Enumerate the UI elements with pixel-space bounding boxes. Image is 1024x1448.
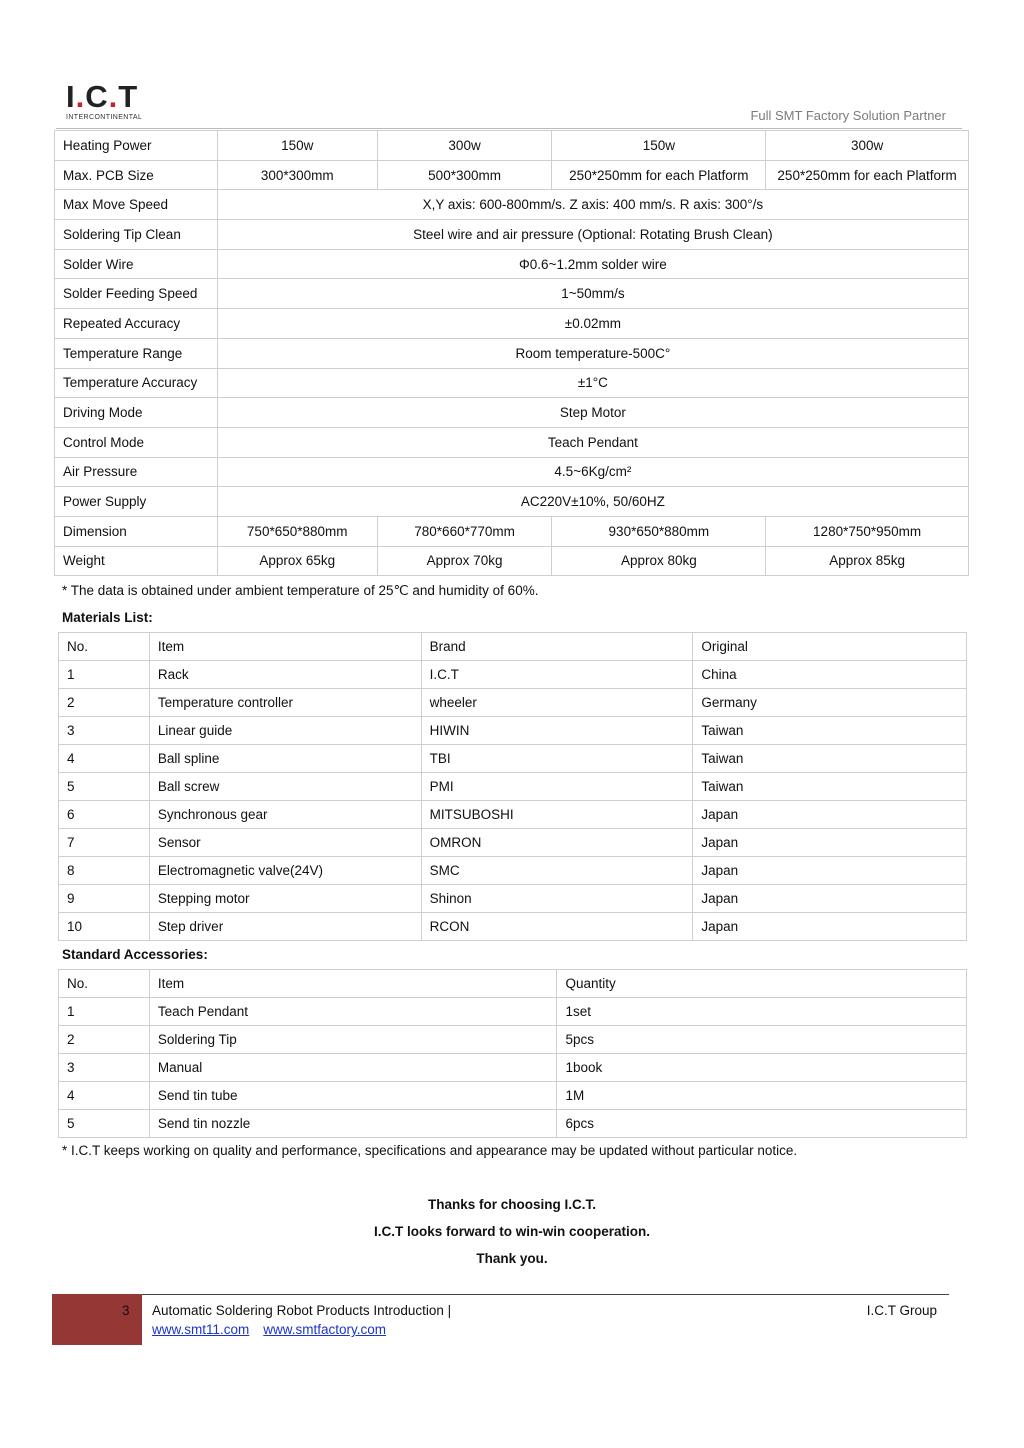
footer-title: Automatic Soldering Robot Products Introduction | <box>152 1303 452 1318</box>
spec-value: 300w <box>766 131 969 161</box>
table-row <box>59 1026 967 1054</box>
spec-value: 300*300mm <box>217 160 377 190</box>
spec-label: Solder Feeding Speed <box>55 279 218 309</box>
table-row <box>59 745 967 773</box>
table-row <box>59 1082 967 1110</box>
spec-label: Repeated Accuracy <box>55 309 218 339</box>
table-row <box>59 661 967 689</box>
header-divider <box>56 128 962 129</box>
table-cell: Linear guide <box>149 717 421 745</box>
spec-value: 1280*750*950mm <box>766 516 969 546</box>
table-cell: Ball spline <box>149 745 421 773</box>
table-cell: Ball screw <box>149 773 421 801</box>
spec-value: 4.5~6Kg/cm² <box>217 457 968 487</box>
table-cell: 8 <box>59 857 150 885</box>
spec-value: 1~50mm/s <box>217 279 968 309</box>
spec-label: Weight <box>55 546 218 576</box>
spec-row <box>55 398 969 428</box>
spec-row <box>55 516 969 546</box>
footer-accent-block <box>52 1294 142 1345</box>
column-header: Brand <box>421 633 693 661</box>
table-cell: 6 <box>59 801 150 829</box>
table-cell: 4 <box>59 1082 150 1110</box>
table-cell: SMC <box>421 857 693 885</box>
spec-value: Approx 70kg <box>377 546 552 576</box>
spec-value: 300w <box>377 131 552 161</box>
spec-value: ±1°C <box>217 368 968 398</box>
spec-value: 930*650*880mm <box>552 516 766 546</box>
footer-links <box>152 1322 400 1337</box>
table-cell: 6pcs <box>557 1110 967 1138</box>
spec-value: 250*250mm for each Platform <box>766 160 969 190</box>
footer-link-smtfactory[interactable]: www.smtfactory.com <box>263 1322 387 1337</box>
table-cell: Taiwan <box>693 717 967 745</box>
spec-value: Φ0.6~1.2mm solder wire <box>217 249 968 279</box>
table-cell: 3 <box>59 717 150 745</box>
table-cell: Synchronous gear <box>149 801 421 829</box>
table-row <box>59 801 967 829</box>
footer-group: I.C.T Group <box>866 1303 937 1318</box>
table-row <box>59 717 967 745</box>
table-cell: Send tin tube <box>149 1082 557 1110</box>
table-header-row <box>59 633 967 661</box>
spec-row <box>55 368 969 398</box>
spec-row <box>55 309 969 339</box>
table-cell: 5pcs <box>557 1026 967 1054</box>
spec-label: Max. PCB Size <box>55 160 218 190</box>
spec-value: 150w <box>217 131 377 161</box>
spec-row <box>55 220 969 250</box>
footer-divider <box>142 1294 949 1295</box>
table-cell: 2 <box>59 689 150 717</box>
table-row <box>59 857 967 885</box>
table-cell: Japan <box>693 913 967 941</box>
spec-row <box>55 131 969 161</box>
table-cell: 2 <box>59 1026 150 1054</box>
spec-label: Air Pressure <box>55 457 218 487</box>
spec-value: Step Motor <box>217 398 968 428</box>
spec-value: Approx 80kg <box>552 546 766 576</box>
table-cell: Japan <box>693 857 967 885</box>
table-cell: I.C.T <box>421 661 693 689</box>
closing-line-2: I.C.T looks forward to win-win cooperation. <box>373 1224 650 1239</box>
spec-value: 150w <box>552 131 766 161</box>
table-cell: 5 <box>59 773 150 801</box>
company-logo <box>66 79 158 122</box>
table-cell: TBI <box>421 745 693 773</box>
footer-link-smt11[interactable]: www.smt11.com <box>152 1322 250 1337</box>
spec-row <box>55 249 969 279</box>
spec-label: Soldering Tip Clean <box>55 220 218 250</box>
table-cell: 10 <box>59 913 150 941</box>
table-cell: 1set <box>557 998 967 1026</box>
table-cell: Manual <box>149 1054 557 1082</box>
table-row <box>59 1054 967 1082</box>
table-cell: Shinon <box>421 885 693 913</box>
column-header: Item <box>149 970 557 998</box>
table-cell: 1book <box>557 1054 967 1082</box>
materials-table <box>58 632 967 941</box>
table-cell: 9 <box>59 885 150 913</box>
spec-row <box>55 338 969 368</box>
table-cell: 3 <box>59 1054 150 1082</box>
ambient-note: * The data is obtained under ambient temperature of 25℃ and humidity of 60%. <box>62 583 539 598</box>
table-cell: Send tin nozzle <box>149 1110 557 1138</box>
column-header: Original <box>693 633 967 661</box>
spec-label: Temperature Accuracy <box>55 368 218 398</box>
column-header: Item <box>149 633 421 661</box>
spec-label: Max Move Speed <box>55 190 218 220</box>
table-cell: OMRON <box>421 829 693 857</box>
table-row <box>59 829 967 857</box>
table-cell: Soldering Tip <box>149 1026 557 1054</box>
page-number: 3 <box>122 1303 130 1318</box>
logo-text: I.C.T <box>66 79 139 114</box>
spec-label: Driving Mode <box>55 398 218 428</box>
table-cell: Germany <box>693 689 967 717</box>
spec-value: Approx 65kg <box>217 546 377 576</box>
table-cell: China <box>693 661 967 689</box>
table-cell: Teach Pendant <box>149 998 557 1026</box>
header-tagline: Full SMT Factory Solution Partner <box>750 108 946 123</box>
spec-value: X,Y axis: 600-800mm/s. Z axis: 400 mm/s. R axis: 300°/s <box>217 190 968 220</box>
table-row <box>59 1110 967 1138</box>
spec-value: 500*300mm <box>377 160 552 190</box>
table-cell: MITSUBOSHI <box>421 801 693 829</box>
logo-subtext: INTERCONTINENTAL <box>66 114 143 121</box>
accessories-table <box>58 969 967 1138</box>
spec-label: Heating Power <box>55 131 218 161</box>
table-cell: 1 <box>59 661 150 689</box>
table-cell: Temperature controller <box>149 689 421 717</box>
spec-value: Room temperature-500C° <box>217 338 968 368</box>
spec-value: 250*250mm for each Platform <box>552 160 766 190</box>
table-row <box>59 885 967 913</box>
table-cell: Taiwan <box>693 773 967 801</box>
spec-label: Dimension <box>55 516 218 546</box>
spec-value: AC220V±10%, 50/60HZ <box>217 487 968 517</box>
table-cell: 1 <box>59 998 150 1026</box>
spec-value: Approx 85kg <box>766 546 969 576</box>
table-row <box>59 998 967 1026</box>
table-cell: Japan <box>693 829 967 857</box>
spec-label: Power Supply <box>55 487 218 517</box>
spec-row <box>55 190 969 220</box>
table-cell: 1M <box>557 1082 967 1110</box>
spec-label: Temperature Range <box>55 338 218 368</box>
table-cell: HIWIN <box>421 717 693 745</box>
materials-title: Materials List: <box>62 610 153 625</box>
table-row <box>59 689 967 717</box>
spec-row <box>55 546 969 576</box>
closing-line-1: Thanks for choosing I.C.T. <box>427 1197 596 1212</box>
table-cell: Sensor <box>149 829 421 857</box>
spec-label: Control Mode <box>55 427 218 457</box>
table-header-row <box>59 970 967 998</box>
closing-line-3: Thank you. <box>476 1251 548 1266</box>
column-header: No. <box>59 633 150 661</box>
table-cell: Stepping motor <box>149 885 421 913</box>
table-cell: Electromagnetic valve(24V) <box>149 857 421 885</box>
table-cell: Japan <box>693 801 967 829</box>
spec-value: 750*650*880mm <box>217 516 377 546</box>
table-cell: Step driver <box>149 913 421 941</box>
spec-value: 780*660*770mm <box>377 516 552 546</box>
spec-row <box>55 427 969 457</box>
update-note: * I.C.T keeps working on quality and performance, specifications and appearance may be updated without particular notice. <box>62 1143 798 1158</box>
table-cell: PMI <box>421 773 693 801</box>
spec-row <box>55 457 969 487</box>
spec-value: Teach Pendant <box>217 427 968 457</box>
table-cell: 7 <box>59 829 150 857</box>
spec-row <box>55 487 969 517</box>
table-row <box>59 913 967 941</box>
column-header: No. <box>59 970 150 998</box>
table-cell: Taiwan <box>693 745 967 773</box>
spec-table <box>54 130 969 576</box>
spec-row <box>55 160 969 190</box>
table-row <box>59 773 967 801</box>
table-cell: wheeler <box>421 689 693 717</box>
table-cell: RCON <box>421 913 693 941</box>
table-cell: Rack <box>149 661 421 689</box>
table-cell: Japan <box>693 885 967 913</box>
spec-row <box>55 279 969 309</box>
spec-value: ±0.02mm <box>217 309 968 339</box>
accessories-title: Standard Accessories: <box>62 947 208 962</box>
column-header: Quantity <box>557 970 967 998</box>
spec-label: Solder Wire <box>55 249 218 279</box>
table-cell: 4 <box>59 745 150 773</box>
spec-value: Steel wire and air pressure (Optional: Rotating Brush Clean) <box>217 220 968 250</box>
table-cell: 5 <box>59 1110 150 1138</box>
